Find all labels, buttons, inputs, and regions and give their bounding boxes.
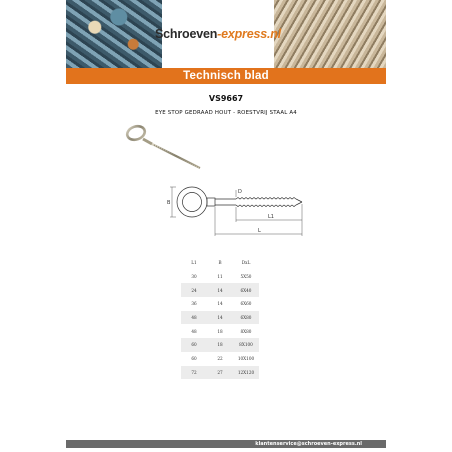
cell-dxl: 6X60 [240,301,252,307]
dimension-l-label: L [258,228,261,234]
header-b: B [218,260,222,266]
header-l1: L1 [191,260,197,266]
table-row [181,352,259,366]
cell-b: 14 [217,301,223,307]
cell-dxl: 12X120 [233,366,259,380]
product-code: VS9667 [208,94,244,103]
dimension-b-label: B [167,200,171,206]
logo-main: Schroeven [155,27,218,41]
logo-accent: -express.nl [217,27,281,41]
cell-dxl: 10X100 [237,356,255,362]
cell-dxl: 8X80 [240,328,252,334]
table-header-row [181,256,259,270]
logo-text [155,27,281,41]
tools-photo [66,0,162,68]
header-dxl: DxL [241,260,251,266]
cell-b: 18 [217,328,223,334]
page-footer [66,440,386,448]
logo [155,0,281,68]
product-photo [118,122,208,176]
footer-email[interactable]: klantenservice@schroeven-express.nl [255,441,362,447]
cell-l1: 60 [191,356,197,362]
cell-dxl: 6X40 [233,283,259,297]
cell-l1: 48 [191,328,197,334]
cell-l1: 36 [191,301,197,307]
dimension-l1-label: L1 [268,214,274,220]
title-banner [66,68,386,84]
table-row [181,324,259,338]
cell-b: 14 [207,283,233,297]
table-row [181,270,259,284]
table-row [181,297,259,311]
cell-b: 27 [207,366,233,380]
table-row [181,338,259,352]
cell-b: 18 [207,338,233,352]
page-header [66,0,386,68]
cell-l1: 48 [181,311,207,325]
screws-photo [274,0,386,68]
cell-dxl: 6X80 [233,311,259,325]
dimension-d-label: D [238,189,242,195]
cell-b: 14 [207,311,233,325]
cell-b: 22 [217,356,223,362]
product-description: EYE STOP GEDRAAD HOUT - ROESTVRIJ STAAL A4 [155,110,297,116]
table-row [181,366,259,380]
cell-l1: 30 [191,274,197,280]
cell-dxl: 8X100 [233,338,259,352]
technical-drawing [164,180,314,244]
cell-b: 11 [217,274,223,280]
table-row [181,311,259,325]
table-row [181,283,259,297]
banner-title: Technisch blad [183,70,269,82]
dimension-table [181,256,259,379]
cell-l1: 24 [181,283,207,297]
cell-l1: 72 [181,366,207,380]
cell-l1: 60 [181,338,207,352]
cell-dxl: 5X50 [240,274,252,280]
